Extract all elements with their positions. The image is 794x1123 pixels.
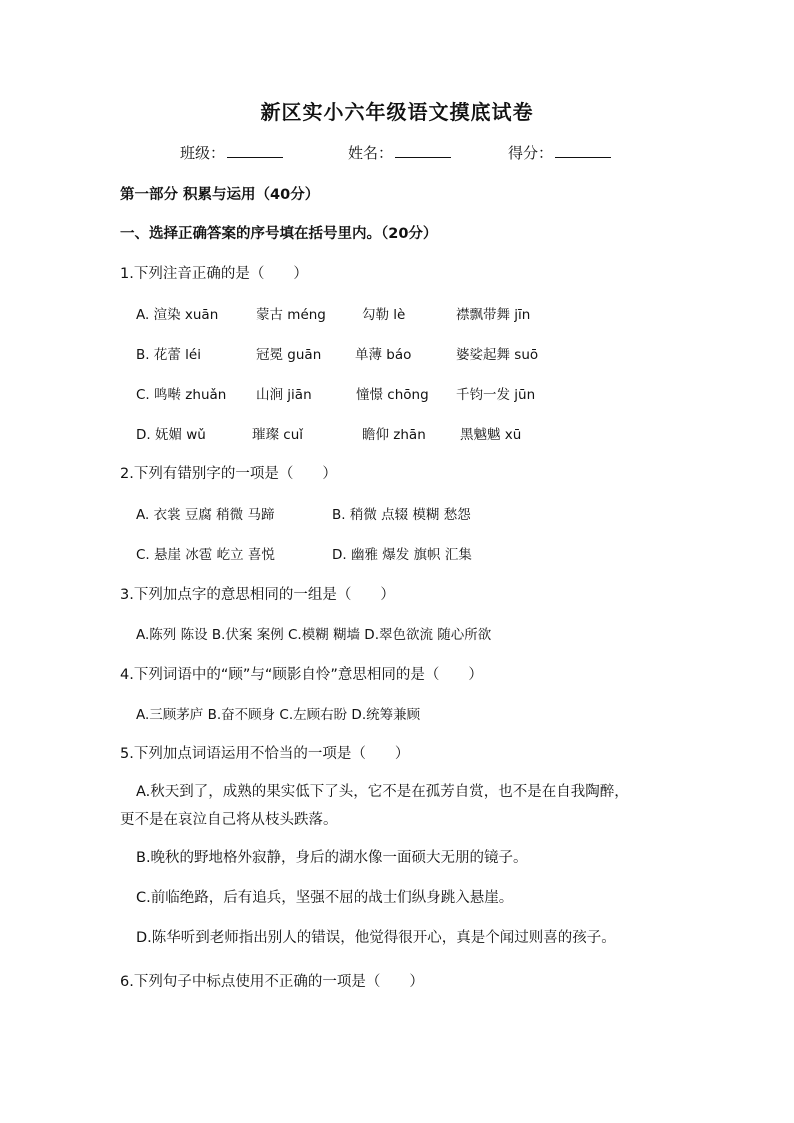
name-label: 姓名： — [348, 144, 394, 162]
class-field — [180, 142, 283, 163]
q2-option-a: A. 衣裳 豆腐 稍微 马蹄 — [136, 507, 275, 523]
q2-option-c: C. 悬崖 冰雹 屹立 喜悦 — [136, 547, 275, 563]
name-field — [348, 142, 451, 163]
score-field — [508, 142, 611, 163]
q1-stem: 1.下列注音正确的是（ ） — [120, 266, 308, 282]
q4-stem: 4.下列词语中的“顾”与“顾影自怜”意思相同的是（ ） — [120, 667, 483, 683]
q5-option-c-text: C.前临绝路，后有追兵，坚强不屈的战士们纵身跳入悬崖。 — [136, 890, 514, 906]
q1-option-d-4: 黑魆魆 xū — [460, 427, 522, 443]
q1-option-b-4: 婆娑起舞 suō — [456, 347, 539, 363]
class-label: 班级： — [180, 144, 226, 162]
q5-option-d — [120, 924, 672, 952]
q1-option-b-1: B. 花蕾 léi — [136, 347, 201, 363]
q5-option-a-line1: A.秋天到了，成熟的果实低下了头，它不是在孤芳自赏，也不是在自我陶醉， — [136, 784, 629, 800]
q1-option-b-2: 冠冕 guān — [256, 347, 322, 363]
q5-option-c — [120, 884, 672, 912]
q1-option-c-4: 千钧一发 jūn — [456, 387, 536, 403]
q3-stem: 3.下列加点字的意思相同的一组是（ ） — [120, 587, 395, 603]
q1-option-a-3: 勾勒 lè — [362, 307, 406, 323]
q1-option-d-1: D. 妩媚 wǔ — [136, 427, 206, 443]
q1-option-c-2: 山涧 jiān — [256, 387, 312, 403]
name-blank[interactable] — [395, 143, 451, 158]
exam-title: 新区实小六年级语文摸底试卷 — [260, 100, 534, 124]
score-label: 得分： — [508, 144, 554, 162]
q1-option-c-3: 憧憬 chōng — [356, 387, 429, 403]
q1-option-d-2: 璀璨 cuǐ — [252, 427, 304, 443]
q1-option-a-1: A. 渲染 xuān — [136, 307, 219, 323]
section1-heading: 一、选择正确答案的序号填在括号里内。（20分） — [120, 226, 438, 242]
q2-option-d: D. 幽雅 爆发 旗帜 汇集 — [332, 547, 472, 563]
q5-option-b-text: B.晚秋的野地格外寂静，身后的湖水像一面硕大无朋的镜子。 — [136, 850, 528, 866]
q5-option-d-text: D.陈华听到老师指出别人的错误，他觉得很开心，真是个闻过则喜的孩子。 — [136, 930, 616, 946]
q4-options: A.三顾茅庐 B.奋不顾身 C.左顾右盼 D.统筹兼顾 — [136, 707, 421, 723]
q3-options: A.陈列 陈设 B.伏案 案例 C.模糊 糊墙 D.翠色欲流 随心所欲 — [136, 627, 492, 643]
q1-option-a-4: 襟飘带舞 jīn — [456, 307, 531, 323]
part1-heading: 第一部分 积累与运用（40分） — [120, 187, 320, 203]
q6-stem: 6.下列句子中标点使用不正确的一项是（ ） — [120, 974, 424, 990]
q1-option-b-3: 单薄 báo — [355, 347, 412, 363]
q1-option-a-2: 蒙古 méng — [256, 307, 326, 323]
q1-option-d-3: 瞻仰 zhān — [362, 427, 426, 443]
class-blank[interactable] — [227, 143, 283, 158]
q5-option-a — [120, 778, 672, 834]
score-blank[interactable] — [555, 143, 611, 158]
q1-option-c-1: C. 鸣啭 zhuǎn — [136, 387, 227, 403]
q5-option-a-line2: 更不是在哀泣自己将从枝头跌落。 — [120, 812, 338, 828]
q5-stem: 5.下列加点词语运用不恰当的一项是（ ） — [120, 746, 410, 762]
q5-option-b — [120, 844, 672, 872]
q2-option-b: B. 稍微 点辍 模糊 愁怨 — [332, 507, 471, 523]
q2-stem: 2.下列有错别字的一项是（ ） — [120, 466, 337, 482]
